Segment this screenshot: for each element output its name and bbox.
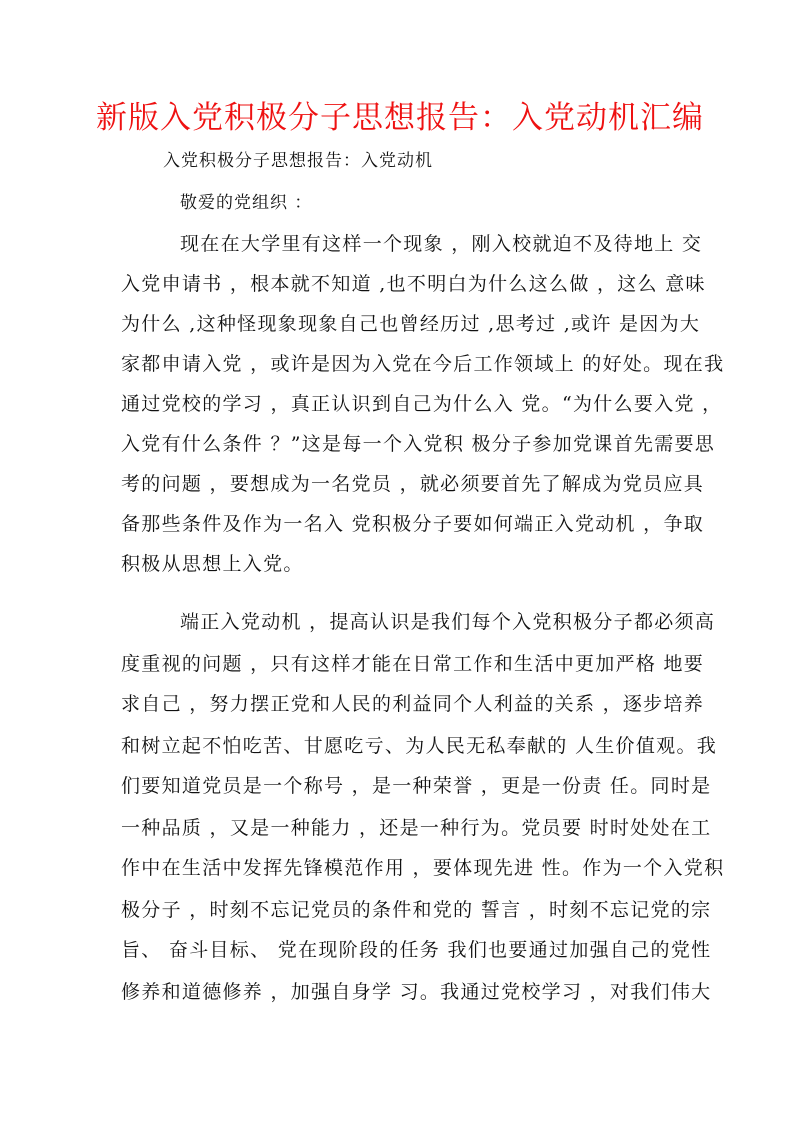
- paragraph-line: 度重视的问题 ，只有这样才能在日常工作和生活中更加严格 地要: [121, 653, 705, 675]
- paragraph-line: 极分子 ，时刻不忘记党员的条件和党的 誓言 ，时刻不忘记党的宗: [121, 899, 712, 921]
- paragraph-line: 作中在生活中发挥先锋模范作用 ，要体现先进 性。作为一个入党积: [121, 857, 725, 879]
- paragraph-line: 积极从思想上入党。: [121, 553, 304, 575]
- document-subtitle: 入党积极分子思想报告：入党动机: [163, 151, 433, 171]
- paragraph-line: 和树立起不怕吃苦、甘愿吃亏、为人民无私奉献的 人生价值观。我: [121, 735, 718, 757]
- paragraph-line: 考的问题 ，要想成为一名党员 ，就必须要首先了解成为党员应具: [121, 473, 705, 495]
- paragraph-line: 入党有什么条件 ？”这是每一个入党积 极分子参加党课首先需要思: [121, 433, 716, 455]
- paragraph-line: 一种品质 ，又是一种能力 ，还是一种行为。党员要 时时处处在工: [121, 817, 712, 839]
- paragraph-line: 端正入党动机 ，提高认识是我们每个入党积极分子都必须高: [180, 611, 716, 633]
- paragraph-line: 现在在大学里有这样一个现象 ，刚入校就迫不及待地上 交: [180, 233, 703, 255]
- paragraph-line: 修养和道德修养 ，加强自身学 习。我通过党校学习 ，对我们伟大: [121, 981, 712, 1003]
- paragraph-line: 旨、 奋斗目标、 党在现阶段的任务 我们也要通过加强自己的党性: [121, 939, 712, 961]
- paragraph-line: 家都申请入党 ，或许是因为入党在今后工作领域上 的好处。现在我: [121, 353, 725, 375]
- paragraph-line: 求自己 ，努力摆正党和人民的利益同个人利益的关系 ，逐步培养: [121, 693, 705, 715]
- paragraph-line: 为什么 ,这种怪现象现象自己也曾经历过 ,思考过 ,或许 是因为大: [121, 313, 701, 335]
- paragraph-line: 入党申请书 ，根本就不知道 ,也不明白为什么这么做 ，这么 意味: [121, 273, 706, 295]
- paragraph-line: 通过党校的学习 ，真正认识到自己为什么入 党。“为什么要入党 ，: [121, 393, 723, 415]
- paragraph-line: 们要知道党员是一个称号 ，是一种荣誉 ，更是一份责 任。同时是: [121, 775, 712, 797]
- document-title: 新版入党积极分子思想报告：入党动机汇编: [96, 100, 704, 136]
- salutation: 敬爱的党组织 ：: [180, 193, 313, 213]
- paragraph-line: 备那些条件及作为一名入 党积极分子要如何端正入党动机 ，争取: [121, 513, 705, 535]
